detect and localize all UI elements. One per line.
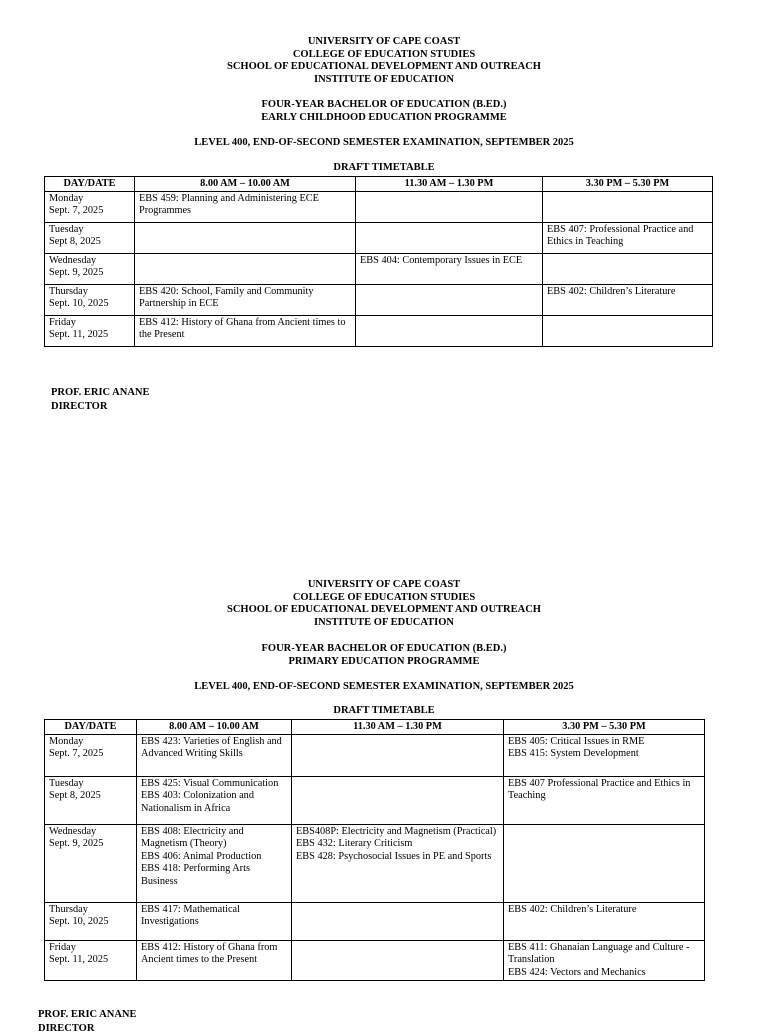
course-entry: EBS 428: Psychosocial Issues in PE and Sports [296,851,499,863]
exam-slot-cell [135,285,356,316]
course-entry: EBS 420: School, Family and Community Partnership in ECE [139,286,351,311]
exam-slot-cell [543,316,713,347]
column-header: 3.30 PM – 5.30 PM [504,720,705,735]
course-entry: EBS 411: Ghanaian Language and Culture -Translation [508,942,700,967]
course-entry: EBS 403: Colonization and Nationalism in Africa [141,790,287,815]
table-header-row [45,720,705,735]
course-entry: EBS 404: Contemporary Issues in ECE [360,255,538,267]
column-header: DAY/DATE [45,177,135,192]
column-header: 3.30 PM – 5.30 PM [543,177,713,192]
degree-title: FOUR-YEAR BACHELOR OF EDUCATION (B.ED.) [0,643,768,656]
exam-slot-cell [543,192,713,223]
signatory-name: PROF. ERIC ANANE [51,386,150,400]
programme-header [0,99,768,124]
column-header: 11.30 AM – 1.30 PM [356,177,543,192]
exam-slot-cell [137,825,292,903]
table-header-row [45,177,713,192]
day-name: Friday [49,317,130,329]
column-header: 8.00 AM – 10.00 AM [135,177,356,192]
exam-date: Sept. 11, 2025 [49,954,132,966]
exam-slot-cell [504,941,705,981]
day-date-cell [45,903,137,941]
exam-slot-cell [356,223,543,254]
signatory-title: DIRECTOR [51,400,150,414]
college-name: COLLEGE OF EDUCATION STUDIES [0,49,768,62]
column-header: DAY/DATE [45,720,137,735]
day-date-cell [45,825,137,903]
day-name: Wednesday [49,255,130,267]
course-entry: EBS 459: Planning and Administering ECE Programmes [139,193,351,218]
column-header: 8.00 AM – 10.00 AM [137,720,292,735]
university-name: UNIVERSITY OF CAPE COAST [0,36,768,49]
day-date-cell [45,192,135,223]
course-entry: EBS 402: Children’s Literature [547,286,708,298]
course-entry: EBS 405: Critical Issues in RME [508,736,700,748]
exam-slot-cell [504,903,705,941]
day-date-cell [45,223,135,254]
table-row [45,316,713,347]
exam-date: Sept 8, 2025 [49,236,130,248]
exam-slot-cell [135,223,356,254]
table-row [45,223,713,254]
school-name: SCHOOL OF EDUCATIONAL DEVELOPMENT AND OUTREACH [0,604,768,617]
exam-date: Sept. 10, 2025 [49,298,130,310]
degree-title: FOUR-YEAR BACHELOR OF EDUCATION (B.ED.) [0,99,768,112]
exam-slot-cell [543,254,713,285]
exam-slot-cell [356,192,543,223]
exam-slot-cell [137,903,292,941]
table-row [45,254,713,285]
signature-block [38,1008,137,1035]
day-date-cell [45,941,137,981]
exam-date: Sept. 7, 2025 [49,748,132,760]
exam-slot-cell [135,254,356,285]
exam-slot-cell [292,777,504,825]
course-entry: EBS 407: Professional Practice and Ethics in Teaching [547,224,708,249]
document-header [0,579,768,630]
exam-slot-cell [292,825,504,903]
table-row [45,941,705,981]
day-date-cell [45,316,135,347]
university-name: UNIVERSITY OF CAPE COAST [0,579,768,592]
exam-slot-cell [543,223,713,254]
course-entry: EBS 412: History of Ghana from Ancient times to the Present [141,942,287,967]
programme-title: PRIMARY EDUCATION PROGRAMME [0,656,768,669]
school-name: SCHOOL OF EDUCATIONAL DEVELOPMENT AND OUTREACH [0,61,768,74]
course-entry: EBS 418: Performing Arts Business [141,863,287,888]
exam-slot-cell [356,316,543,347]
course-entry: EBS 417: Mathematical Investigations [141,904,287,929]
day-name: Thursday [49,286,130,298]
course-entry: EBS 407 Professional Practice and Ethics in Teaching [508,778,700,803]
exam-date: Sept. 10, 2025 [49,916,132,928]
institute-name: INSTITUTE OF EDUCATION [0,74,768,87]
day-name: Monday [49,193,130,205]
draft-title: DRAFT TIMETABLE [0,162,768,175]
exam-slot-cell [135,192,356,223]
exam-date: Sept. 9, 2025 [49,838,132,850]
table-row [45,903,705,941]
day-name: Monday [49,736,132,748]
exam-slot-cell [504,825,705,903]
programme-header [0,643,768,668]
course-entry: EBS408P: Electricity and Magnetism (Practical) [296,826,499,838]
table-row [45,735,705,777]
course-entry: EBS 402: Children’s Literature [508,904,700,916]
timetable-ece [44,176,713,347]
course-entry: EBS 423: Varieties of English and Advanced Writing Skills [141,736,287,761]
document-header [0,36,768,87]
day-date-cell [45,254,135,285]
signature-block [51,386,150,413]
day-name: Thursday [49,904,132,916]
exam-date: Sept. 9, 2025 [49,267,130,279]
college-name: COLLEGE OF EDUCATION STUDIES [0,592,768,605]
course-entry: EBS 408: Electricity and Magnetism (Theory) [141,826,287,851]
exam-slot-cell [292,903,504,941]
exam-slot-cell [504,777,705,825]
day-name: Tuesday [49,224,130,236]
course-entry: EBS 406: Animal Production [141,851,287,863]
day-date-cell [45,777,137,825]
day-date-cell [45,285,135,316]
day-name: Wednesday [49,826,132,838]
course-entry: EBS 424: Vectors and Mechanics [508,967,700,979]
exam-slot-cell [292,735,504,777]
exam-slot-cell [135,316,356,347]
column-header: 11.30 AM – 1.30 PM [292,720,504,735]
exam-slot-cell [356,254,543,285]
signatory-title: DIRECTOR [38,1022,137,1035]
day-date-cell [45,735,137,777]
exam-slot-cell [137,735,292,777]
exam-slot-cell [137,941,292,981]
exam-slot-cell [504,735,705,777]
exam-date: Sept. 7, 2025 [49,205,130,217]
course-entry: EBS 412: History of Ghana from Ancient times to the Present [139,317,351,342]
table-row [45,825,705,903]
draft-title: DRAFT TIMETABLE [0,705,768,718]
exam-slot-cell [137,777,292,825]
exam-title: LEVEL 400, END-OF-SECOND SEMESTER EXAMINATION, SEPTEMBER 2025 [0,137,768,150]
course-entry: EBS 425: Visual Communication [141,778,287,790]
exam-slot-cell [292,941,504,981]
timetable-primary [44,719,705,981]
exam-slot-cell [356,285,543,316]
table-row [45,777,705,825]
exam-date: Sept. 11, 2025 [49,329,130,341]
day-name: Tuesday [49,778,132,790]
day-name: Friday [49,942,132,954]
exam-date: Sept 8, 2025 [49,790,132,802]
exam-title: LEVEL 400, END-OF-SECOND SEMESTER EXAMINATION, SEPTEMBER 2025 [0,681,768,694]
course-entry: EBS 432: Literary Criticism [296,838,499,850]
course-entry: EBS 415: System Development [508,748,700,760]
table-row [45,285,713,316]
programme-title: EARLY CHILDHOOD EDUCATION PROGRAMME [0,112,768,125]
table-row [45,192,713,223]
exam-slot-cell [543,285,713,316]
signatory-name: PROF. ERIC ANANE [38,1008,137,1022]
institute-name: INSTITUTE OF EDUCATION [0,617,768,630]
